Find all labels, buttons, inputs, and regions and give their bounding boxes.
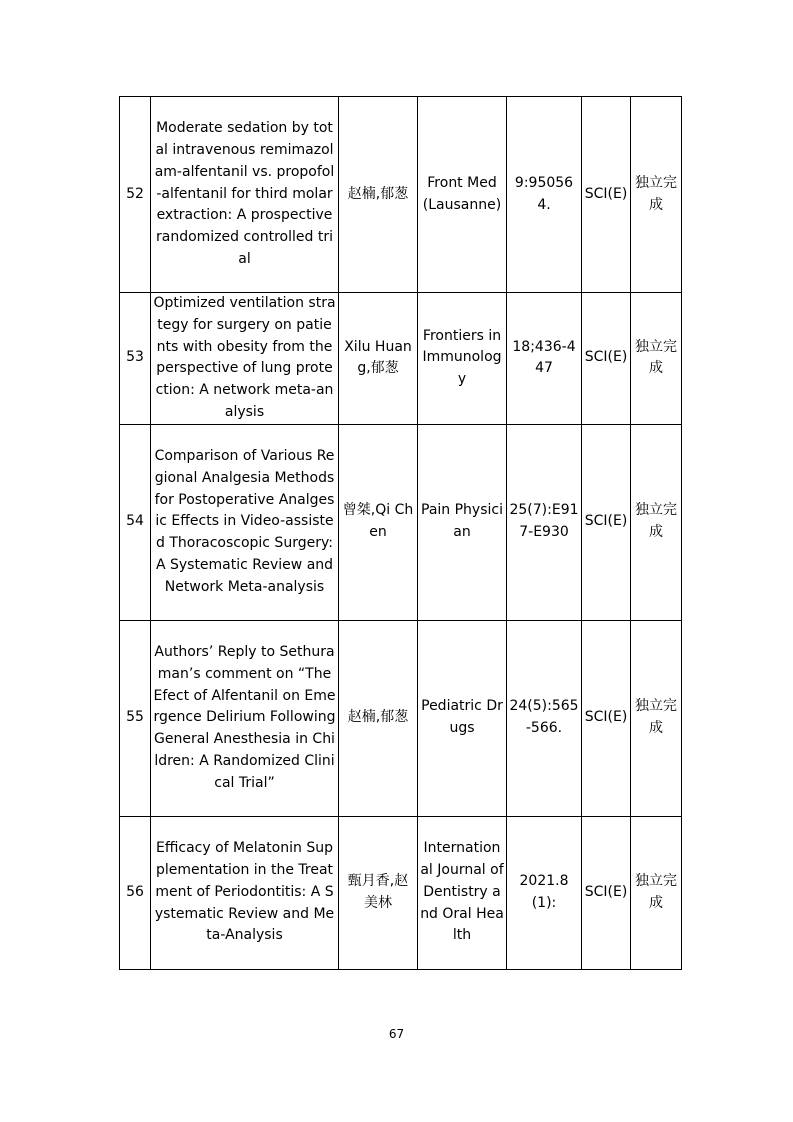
row-number: 52 [120,97,151,293]
publication-table [119,96,682,970]
index-type: SCI(E) [582,97,631,293]
table-row [120,97,682,293]
journal: Frontiers in Immunology [418,293,507,425]
page-number: 67 [388,1027,405,1041]
table-row [120,620,682,816]
volume-pages: 2021.8(1): [507,816,582,969]
journal: Front Med (Lausanne) [418,97,507,293]
journal: International Journal of Dentistry and Oral Health [418,816,507,969]
volume-pages: 9:950564. [507,97,582,293]
index-type: SCI(E) [582,816,631,969]
paper-title: Moderate sedation by total intravenous remimazolam-alfentanil vs. propofol-alfentanil for third molar extraction: A prospective randomized controlled trial [151,97,339,293]
table-row [120,816,682,969]
row-number: 55 [120,620,151,816]
completion-role: 独立完成 [631,97,682,293]
volume-pages: 24(5):565-566. [507,620,582,816]
journal: Pain Physician [418,424,507,620]
index-type: SCI(E) [582,293,631,425]
completion-role: 独立完成 [631,424,682,620]
paper-title: Efficacy of Melatonin Supplementation in the Treatment of Periodontitis: A Systematic Review and Meta-Analysis [151,816,339,969]
paper-title: Optimized ventilation strategy for surgery on patients with obesity from the perspective of lung protection: A network meta-analysis [151,293,339,425]
authors: 赵楠,郁葱 [339,620,418,816]
table-row [120,293,682,425]
row-number: 54 [120,424,151,620]
authors: 赵楠,郁葱 [339,97,418,293]
table-row [120,424,682,620]
completion-role: 独立完成 [631,293,682,425]
authors: 曾桀,Qi Chen [339,424,418,620]
authors: Xilu Huang,郁葱 [339,293,418,425]
index-type: SCI(E) [582,620,631,816]
completion-role: 独立完成 [631,816,682,969]
journal: Pediatric Drugs [418,620,507,816]
volume-pages: 25(7):E917-E930 [507,424,582,620]
index-type: SCI(E) [582,424,631,620]
volume-pages: 18;436-447 [507,293,582,425]
row-number: 56 [120,816,151,969]
authors: 甄月香,赵美林 [339,816,418,969]
row-number: 53 [120,293,151,425]
paper-title: Authors’ Reply to Sethuraman’s comment on “The Efect of Alfentanil on Emergence Delirium Following General Anesthesia in Children: A Randomized Clinical Trial” [151,620,339,816]
paper-title: Comparison of Various Regional Analgesia Methods for Postoperative Analgesic Effects in Video-assisted Thoracoscopic Surgery: A Systematic Review and Network Meta-analysis [151,424,339,620]
completion-role: 独立完成 [631,620,682,816]
